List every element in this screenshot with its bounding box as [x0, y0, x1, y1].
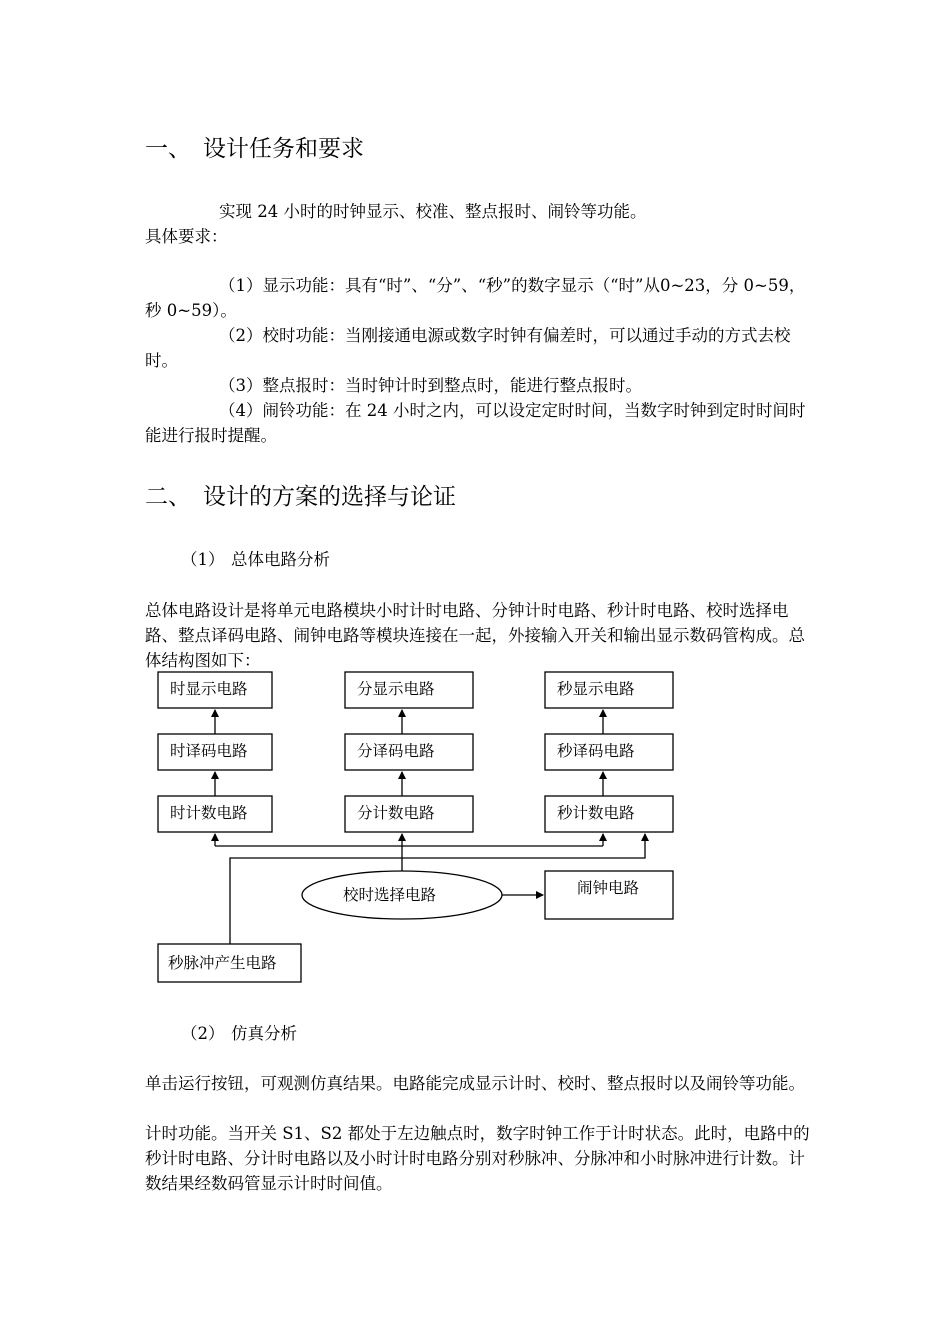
requirement-item-3: （3）整点报时：当时钟计时到整点时，能进行整点报时。 — [219, 376, 642, 395]
section1-intro: 实现 24 小时的时钟显示、校准、整点报时、闹铃等功能。 — [219, 202, 647, 221]
label-sec-display: 秒显示电路 — [557, 680, 635, 698]
subsection2-title: 仿真分析 — [231, 1024, 297, 1043]
section1-title: 设计任务和要求 — [203, 136, 364, 162]
section1-req-label: 具体要求： — [145, 227, 228, 246]
label-hour-decoder: 时译码电路 — [170, 742, 248, 760]
label-hour-display: 时显示电路 — [170, 680, 248, 698]
label-hour-counter: 时计数电路 — [170, 804, 248, 822]
subsection2-number: （2） — [181, 1024, 225, 1043]
section2-title: 设计的方案的选择与论证 — [203, 484, 456, 510]
subsection1-title: 总体电路分析 — [231, 550, 330, 569]
requirement-item-1: （1）显示功能：具有“时”、“分”、“秒”的数字显示（“时”从0~23，分 0~59，秒 0~59）。 — [145, 276, 806, 320]
subsection1-text: 总体电路设计是将单元电路模块小时计时电路、分钟计时电路、秒计时电路、校时选择电路、整点译码电路、闹钟电路等模块连接在一起，外接输入开关和输出显示数码管构成。总体结构图如下： — [145, 601, 805, 670]
subsection2-text-1: 单击运行按钮，可观测仿真结果。电路能完成显示计时、校时、整点报时以及闹铃等功能。 — [145, 1074, 805, 1093]
subsection2-text-2: 计时功能。当开关 S1、S2 都处于左边触点时，数字时钟工作于计时状态。此时，电路中的秒计时电路、分计时电路以及小时计时电路分别对秒脉冲、分脉冲和小时脉冲进行计数。计数结果经数码管显示计时时间值。 — [145, 1124, 810, 1193]
label-min-display: 分显示电路 — [357, 680, 435, 698]
label-min-decoder: 分译码电路 — [357, 742, 435, 760]
requirement-item-4: （4）闹铃功能：在 24 小时之内，可以设定定时时间，当数字时钟到定时时间时能进行报时提醒。 — [145, 401, 806, 445]
label-pulse-gen: 秒脉冲产生电路 — [168, 954, 277, 972]
label-min-counter: 分计数电路 — [357, 804, 435, 822]
section1-number: 一、 — [145, 136, 191, 162]
section2-number: 二、 — [145, 484, 191, 510]
subsection1-number: （1） — [181, 550, 225, 569]
subsection2-heading — [181, 1021, 297, 1046]
label-sec-counter: 秒计数电路 — [557, 804, 635, 822]
label-sec-decoder: 秒译码电路 — [557, 742, 635, 760]
label-alarm: 闹钟电路 — [577, 879, 640, 897]
requirement-item-2: （2）校时功能：当刚接通电源或数字时钟有偏差时，可以通过手动的方式去校时。 — [145, 326, 791, 370]
label-time-select: 校时选择电路 — [343, 886, 437, 904]
